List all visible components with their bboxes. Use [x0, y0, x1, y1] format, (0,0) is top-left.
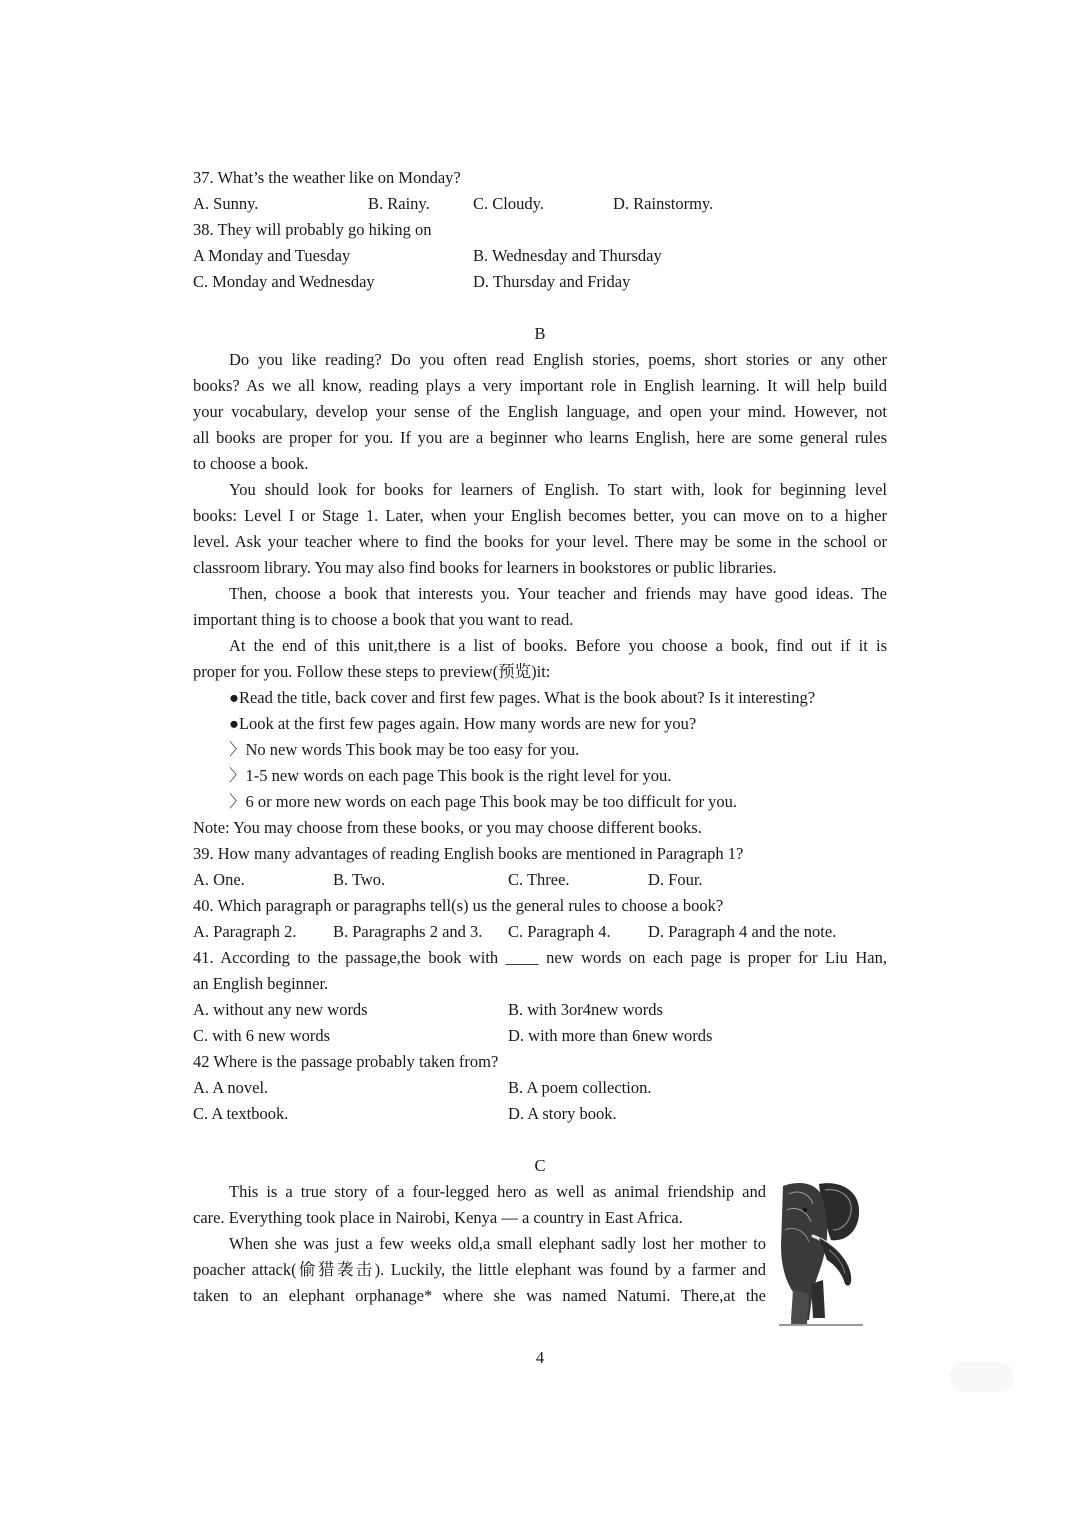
section-c-p2-line: taken to an elephant orphanage* where she was named Natumi. There,at the	[193, 1286, 766, 1305]
question-41-stem-cont: an English beginner.	[193, 974, 329, 993]
section-b-p1-line: Do you like reading? Do you often read English stories, poems, short stories or any other	[229, 350, 887, 369]
q40-option-c: C. Paragraph 4.	[508, 922, 611, 941]
section-c-p2-line: poacher attack(偷猎袭击). Luckily, the little elephant was found by a farmer and	[193, 1260, 766, 1279]
q42-option-b: B. A poem collection.	[508, 1078, 652, 1097]
section-c-p1-line: This is a true story of a four-legged hero as well as animal friendship and	[229, 1182, 766, 1201]
q41-option-b: B. with 3or4new words	[508, 1000, 663, 1019]
section-b-p4-line: At the end of this unit,there is a list of books. Before you choose a book, find out if it is	[229, 636, 887, 655]
q42-option-d: D. A story book.	[508, 1104, 617, 1123]
elephant-illustration	[779, 1180, 863, 1326]
section-c-heading: C	[534, 1156, 546, 1175]
section-b-heading: B	[534, 324, 546, 343]
section-b-p2-line: classroom library. You may also find books for learners in bookstores or public libraries.	[193, 558, 777, 577]
level-item: 〉No new words This book may be too easy for you.	[229, 740, 580, 759]
level-item: 〉6 or more new words on each page This book may be too difficult for you.	[229, 792, 738, 811]
section-b-p3-line: important thing is to choose a book that you want to read.	[193, 610, 574, 629]
q40-option-d: D. Paragraph 4 and the note.	[648, 922, 837, 941]
q38-option-c: C. Monday and Wednesday	[193, 272, 375, 291]
q38-option-d: D. Thursday and Friday	[473, 272, 631, 291]
q38-option-b: B. Wednesday and Thursday	[473, 246, 662, 265]
question-39-stem: 39. How many advantages of reading English books are mentioned in Paragraph 1?	[193, 844, 744, 863]
q41-option-d: D. with more than 6new words	[508, 1026, 713, 1045]
q39-option-b: B. Two.	[333, 870, 386, 889]
q42-option-a: A. A novel.	[193, 1078, 269, 1097]
q37-option-b: B. Rainy.	[368, 194, 430, 213]
page-number: 4	[535, 1348, 545, 1367]
section-b-p4-line: proper for you. Follow these steps to preview(预览)it:	[193, 662, 551, 681]
section-c-p1-line: care. Everything took place in Nairobi, Kenya — a country in East Africa.	[193, 1208, 683, 1227]
q39-option-c: C. Three.	[508, 870, 570, 889]
section-b-p1-line: your vocabulary, develop your sense of the English language, and open your mind. However, not	[193, 402, 887, 421]
q39-option-a: A. One.	[193, 870, 245, 889]
section-b-note: Note: You may choose from these books, or you may choose different books.	[193, 818, 702, 837]
question-38-stem: 38. They will probably go hiking on	[193, 220, 432, 239]
question-37-stem: 37. What’s the weather like on Monday?	[193, 168, 461, 187]
q42-option-c: C. A textbook.	[193, 1104, 289, 1123]
section-b-p3-line: Then, choose a book that interests you. Your teacher and friends may have good ideas. The	[229, 584, 887, 603]
watermark-badge	[950, 1362, 1014, 1392]
preview-step-bullet: ●Look at the first few pages again. How many words are new for you?	[229, 714, 697, 733]
preview-step-bullet: ●Read the title, back cover and first few pages. What is the book about? Is it interesting?	[229, 688, 816, 707]
question-41-stem: 41. According to the passage,the book with ____ new words on each page is proper for Liu Han,	[193, 948, 887, 967]
q41-option-c: C. with 6 new words	[193, 1026, 331, 1045]
section-b-p2-line: You should look for books for learners of English. To start with, look for beginning level	[229, 480, 887, 499]
q39-option-d: D. Four.	[648, 870, 703, 889]
section-b-p2-line: level. Ask your teacher where to find the books for your level. There may be some in the school or	[193, 532, 887, 551]
section-c-p2-line: When she was just a few weeks old,a small elephant sadly lost her mother to	[229, 1234, 766, 1253]
q37-option-c: C. Cloudy.	[473, 194, 544, 213]
q40-option-a: A. Paragraph 2.	[193, 922, 297, 941]
section-b-p2-line: books: Level I or Stage 1. Later, when your English becomes better, you can move on to a higher	[193, 506, 887, 525]
q41-option-a: A. without any new words	[193, 1000, 368, 1019]
section-b-p1-line: books? As we all know, reading plays a very important role in English learning. It will help build	[193, 376, 887, 395]
q38-option-a: A Monday and Tuesday	[193, 246, 351, 265]
q37-option-a: A. Sunny.	[193, 194, 259, 213]
question-40-stem: 40. Which paragraph or paragraphs tell(s) us the general rules to choose a book?	[193, 896, 724, 915]
section-b-p1-line: to choose a book.	[193, 454, 309, 473]
q37-option-d: D. Rainstormy.	[613, 194, 714, 213]
question-42-stem: 42 Where is the passage probably taken from?	[193, 1052, 499, 1071]
section-b-p1-line: all books are proper for you. If you are a beginner who learns English, here are some general rules	[193, 428, 887, 447]
level-item: 〉1-5 new words on each page This book is the right level for you.	[229, 766, 672, 785]
q40-option-b: B. Paragraphs 2 and 3.	[333, 922, 483, 941]
